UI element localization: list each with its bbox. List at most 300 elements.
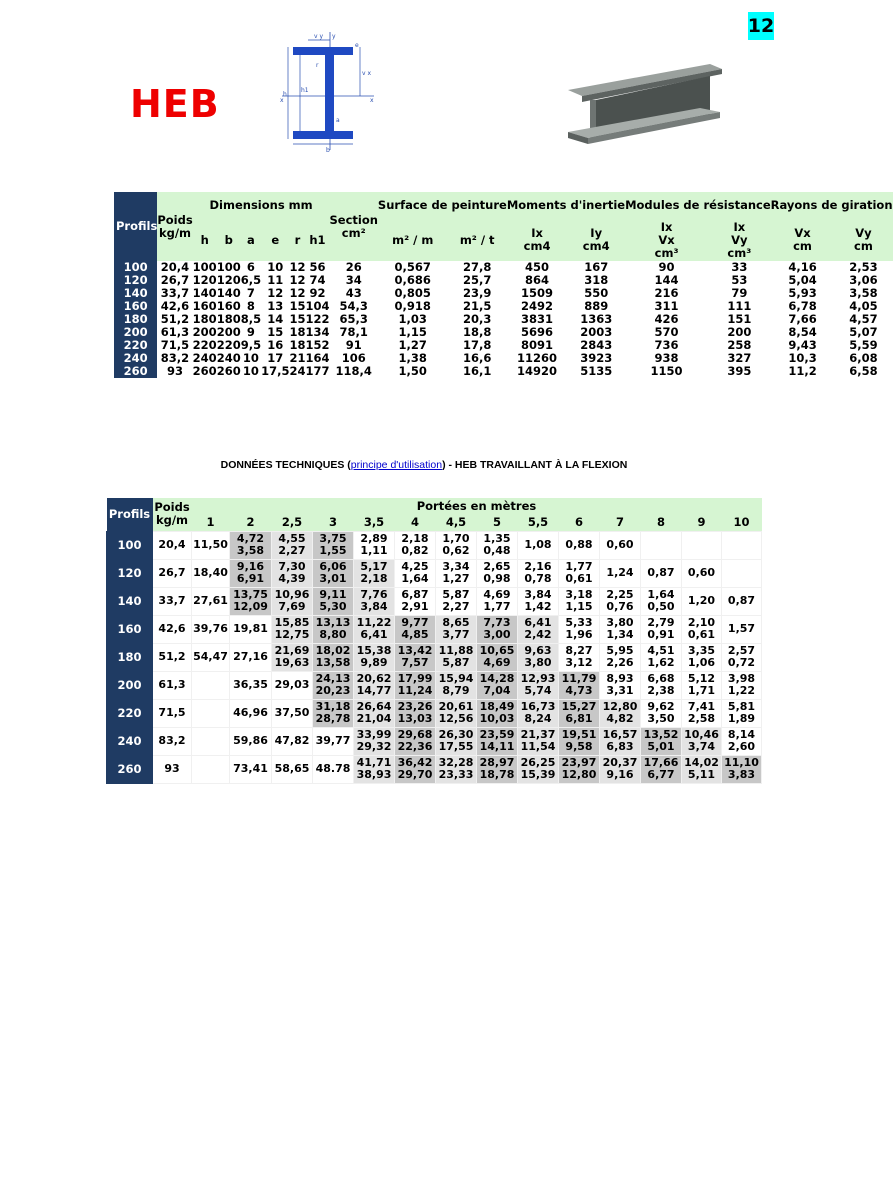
load-value-1: 39,76	[193, 622, 228, 635]
value-cell: 200	[192, 325, 217, 339]
load-value-2: 4,69	[483, 656, 511, 669]
load-value-1: 10,65	[479, 644, 515, 657]
weight-cell: 93	[153, 755, 192, 783]
load-cell	[272, 699, 313, 727]
load-value-1: 11,22	[356, 616, 392, 629]
label-h1: h1	[301, 87, 309, 94]
load-value-1: 21,69	[274, 644, 310, 657]
load-cell	[272, 755, 313, 783]
load-cell	[192, 671, 230, 699]
load-value-1: 41,71	[356, 756, 392, 769]
load-value-1: 5,17	[360, 560, 388, 573]
value-cell: 12	[289, 286, 306, 300]
value-cell: 5,04	[788, 273, 817, 287]
load-cell	[477, 531, 518, 559]
profile-cell: 200	[107, 671, 153, 699]
value-cell: 120	[216, 273, 241, 287]
load-value-1: 6,06	[319, 560, 347, 573]
load-value-1: 29,68	[397, 728, 433, 741]
table-row	[107, 671, 762, 699]
load-cell	[477, 587, 518, 615]
load-cell	[192, 531, 230, 559]
value-cell: 160	[216, 299, 241, 313]
load-cell	[722, 727, 762, 755]
table-row	[107, 727, 762, 755]
load-value-1: 10,46	[684, 728, 719, 741]
load-value-2: 6,41	[360, 628, 388, 641]
load-value-2: 2,38	[647, 684, 675, 697]
load-value-1: 5,95	[606, 644, 634, 657]
load-value-2: 2,60	[727, 740, 756, 753]
load-cell	[436, 671, 477, 699]
load-value-1: 19,51	[561, 728, 597, 741]
load-cell	[600, 671, 641, 699]
load-value-2: 2,27	[442, 600, 470, 613]
value-cell: 6,5	[240, 273, 262, 287]
load-value-2: 6,83	[606, 740, 634, 753]
span-header: 3,5	[354, 515, 395, 531]
load-value-1: 29,03	[274, 678, 310, 691]
load-cell	[230, 643, 272, 671]
span-header: 2	[230, 515, 272, 531]
load-value-2: 7,04	[483, 684, 511, 697]
load-cell	[518, 587, 559, 615]
load-value-1: 0,60	[687, 566, 716, 579]
load-value-2: 1,06	[687, 656, 716, 669]
value-cell: 24	[289, 364, 306, 378]
value-cell: 8,5	[240, 312, 262, 326]
load-value-2: 0,72	[727, 656, 756, 669]
load-cell	[722, 615, 762, 643]
load-value-1: 2,16	[524, 560, 552, 573]
value-cell: 426	[654, 312, 679, 326]
value-cell: 5696	[521, 325, 554, 339]
value-cell: 0,805	[394, 286, 431, 300]
value-cell: 12	[267, 286, 284, 300]
load-cell	[192, 699, 230, 727]
value-cell: 20,3	[462, 312, 492, 326]
load-value-2: 11,24	[397, 684, 433, 697]
load-value-1: 3,80	[606, 616, 634, 629]
value-cell: 1,50	[398, 364, 427, 378]
value-cell: 6,08	[849, 351, 878, 365]
col-a: a	[241, 219, 261, 261]
load-cell	[641, 559, 682, 587]
load-value-2: 1,77	[483, 600, 511, 613]
value-cell: 42,6	[160, 299, 190, 313]
profile-cell: 240	[107, 727, 153, 755]
weight-cell: 26,7	[153, 559, 192, 587]
value-cell: 177	[305, 364, 330, 378]
value-cell: 6,58	[849, 364, 878, 378]
load-cell	[600, 559, 641, 587]
load-cell	[722, 643, 762, 671]
load-cell	[682, 559, 722, 587]
load-cell	[272, 643, 313, 671]
load-value-1: 20,62	[356, 672, 392, 685]
load-value-2: 0,61	[565, 572, 593, 585]
load-value-2: 4,85	[401, 628, 429, 641]
load-cell	[313, 587, 354, 615]
value-cell: 0,567	[394, 260, 431, 274]
load-cell	[518, 699, 559, 727]
profile-cell: 220	[107, 699, 153, 727]
load-cell	[559, 531, 600, 559]
load-value-1: 24,13	[315, 672, 351, 685]
value-cell: 10	[242, 351, 259, 365]
load-cell	[395, 643, 436, 671]
load-value-2: 23,33	[438, 768, 474, 781]
load-value-2: 12,75	[274, 628, 310, 641]
load-value-2: 1,42	[524, 600, 552, 613]
load-value-1: 33,99	[356, 728, 392, 741]
load-value-1: 6,87	[401, 588, 429, 601]
load-value-1: 5,87	[442, 588, 470, 601]
value-cell: 26,7	[160, 273, 190, 287]
load-value-1: 23,97	[561, 756, 597, 769]
load-value-2: 2,42	[524, 628, 552, 641]
load-cell	[272, 559, 313, 587]
label-b: b	[326, 147, 330, 154]
load-cell	[559, 699, 600, 727]
load-value-1: 14,28	[479, 672, 515, 685]
load-value-1: 9,11	[319, 588, 347, 601]
load-value-1: 1,08	[524, 538, 552, 551]
load-cell	[722, 671, 762, 699]
load-cell	[477, 671, 518, 699]
value-cell: 93	[166, 364, 183, 378]
flexion-caption	[0, 459, 848, 471]
caption-suffix: ) - HEB TRAVAILLANT À LA FLEXION	[442, 459, 628, 471]
load-value-1: 18,49	[479, 700, 515, 713]
load-cell	[682, 727, 722, 755]
value-cell: 2,53	[849, 260, 878, 274]
profile-cell: 120	[107, 559, 153, 587]
value-cell: 100	[192, 260, 217, 274]
load-value-2: 38,93	[356, 768, 392, 781]
usage-principle-link[interactable]: principe d'utilisation	[350, 459, 443, 471]
load-value-2: 4,82	[606, 712, 634, 725]
value-cell: 23,9	[462, 286, 492, 300]
load-value-1: 10,96	[274, 588, 310, 601]
value-cell: 111	[727, 299, 752, 313]
value-cell: 450	[525, 260, 550, 274]
col-dimensions: Dimensions mm	[193, 192, 330, 219]
load-cell	[395, 699, 436, 727]
load-value-2: 3,50	[647, 712, 675, 725]
value-cell: 14920	[517, 364, 558, 378]
load-value-2: 12,80	[561, 768, 597, 781]
value-cell: 11,2	[788, 364, 817, 378]
value-cell: 570	[654, 325, 679, 339]
value-cell: 167	[584, 260, 609, 274]
load-cell	[272, 615, 313, 643]
value-cell: 144	[654, 273, 679, 287]
load-value-1: 4,25	[401, 560, 429, 573]
load-value-2: 15,39	[520, 768, 556, 781]
value-cell: 1509	[521, 286, 554, 300]
load-value-1: 3,34	[442, 560, 470, 573]
load-cell	[313, 531, 354, 559]
load-cell	[354, 755, 395, 783]
load-value-2: 1,27	[442, 572, 470, 585]
load-value-1: 2,79	[647, 616, 675, 629]
load-cell	[641, 531, 682, 559]
value-cell: 17	[267, 351, 284, 365]
load-value-2: 13,03	[397, 712, 433, 725]
load-cell	[230, 559, 272, 587]
value-cell: 889	[584, 299, 609, 313]
value-cell: 20,4	[160, 260, 190, 274]
load-value-2: 0,62	[442, 544, 470, 557]
value-cell: 7,66	[788, 312, 817, 326]
value-cell: 240	[216, 351, 241, 365]
load-value-2: 6,81	[565, 712, 593, 725]
load-cell	[313, 699, 354, 727]
load-value-1: 4,72	[236, 532, 265, 545]
load-value-1: 9,16	[236, 560, 265, 573]
col-h: h	[193, 219, 217, 261]
value-cell: 4,05	[849, 299, 878, 313]
weight-cell: 42,6	[153, 615, 192, 643]
load-value-2: 0,48	[483, 544, 511, 557]
value-cell: 100	[216, 260, 241, 274]
load-cell	[313, 643, 354, 671]
value-cell: 18,8	[462, 325, 492, 339]
profile-cell: 100	[107, 531, 153, 559]
load-cell	[272, 671, 313, 699]
load-cell	[559, 671, 600, 699]
load-value-1: 1,64	[647, 588, 675, 601]
value-cell: 5,93	[788, 286, 817, 300]
load-value-1: 3,35	[687, 644, 716, 657]
load-cell	[682, 671, 722, 699]
value-cell: 10,3	[788, 351, 817, 365]
load-cell	[722, 699, 762, 727]
load-value-2: 28,78	[315, 712, 351, 725]
load-value-1: 27,61	[193, 594, 228, 607]
load-value-1: 28,97	[479, 756, 515, 769]
value-cell: 3831	[521, 312, 554, 326]
load-value-2: 9,58	[565, 740, 593, 753]
page-number: 12	[748, 12, 774, 40]
value-cell: 71,5	[160, 338, 190, 352]
load-cell	[518, 559, 559, 587]
value-cell: 10	[242, 364, 259, 378]
load-cell	[641, 643, 682, 671]
load-value-2: 3,58	[236, 544, 265, 557]
value-cell: 4,57	[849, 312, 878, 326]
value-cell: 18	[289, 325, 306, 339]
value-cell: 311	[654, 299, 679, 313]
profile-cell: 120	[114, 274, 157, 287]
load-cell	[192, 559, 230, 587]
load-cell	[682, 643, 722, 671]
value-cell: 61,3	[160, 325, 190, 339]
value-cell: 6	[246, 260, 255, 274]
load-value-2: 2,18	[360, 572, 388, 585]
load-value-1: 46,96	[233, 706, 268, 719]
load-cell	[641, 727, 682, 755]
value-cell: 11260	[517, 351, 558, 365]
load-cell	[354, 587, 395, 615]
load-value-1: 0,88	[565, 538, 593, 551]
load-cell	[518, 727, 559, 755]
load-cell	[354, 699, 395, 727]
load-value-1: 3,98	[727, 672, 756, 685]
value-cell: 258	[727, 338, 752, 352]
load-value-2: 3,83	[727, 768, 756, 781]
value-cell: 7	[246, 286, 255, 300]
section-diagram	[278, 30, 378, 155]
value-cell: 2003	[580, 325, 613, 339]
load-value-1: 23,59	[479, 728, 515, 741]
load-value-2: 14,77	[356, 684, 392, 697]
load-cell	[395, 587, 436, 615]
load-value-1: 73,41	[233, 762, 268, 775]
value-cell: 16	[267, 338, 284, 352]
value-cell: 550	[584, 286, 609, 300]
value-cell: 14	[267, 312, 284, 326]
span-header: 4	[395, 515, 436, 531]
load-value-2: 0,82	[401, 544, 429, 557]
profile-cell: 180	[114, 313, 157, 326]
load-value-1: 7,73	[483, 616, 511, 629]
table-row	[114, 365, 893, 378]
load-value-1: 18,40	[193, 566, 228, 579]
load-cell	[272, 531, 313, 559]
load-value-2: 3,74	[687, 740, 716, 753]
col-moments: Moments d'inertie	[507, 192, 625, 219]
value-cell: 17,8	[462, 338, 492, 352]
load-value-2: 0,91	[647, 628, 675, 641]
value-cell: 1,03	[398, 312, 427, 326]
load-value-1: 26,30	[438, 728, 474, 741]
value-cell: 21,5	[462, 299, 492, 313]
load-value-1: 20,37	[602, 756, 638, 769]
load-cell	[395, 755, 436, 783]
col-b: b	[217, 219, 241, 261]
load-cell	[436, 587, 477, 615]
load-value-1: 1,77	[565, 560, 593, 573]
load-value-2: 1,64	[401, 572, 429, 585]
load-cell	[477, 643, 518, 671]
span-header: 5,5	[518, 515, 559, 531]
value-cell: 736	[654, 338, 679, 352]
load-cell	[192, 755, 230, 783]
col-m2m: m² / m	[378, 219, 448, 261]
flex-col-profils: Profils	[107, 498, 153, 531]
load-cell	[192, 643, 230, 671]
load-value-1: 6,41	[524, 616, 552, 629]
label-r: r	[316, 62, 319, 69]
span-header: 2,5	[272, 515, 313, 531]
flexion-table-body	[107, 531, 762, 783]
load-value-2: 13,58	[315, 656, 351, 669]
span-header: 1	[192, 515, 230, 531]
load-cell	[518, 531, 559, 559]
value-cell: 260	[216, 364, 241, 378]
value-cell: 92	[309, 286, 326, 300]
caption-prefix: DONNÉES TECHNIQUES (	[220, 459, 351, 471]
load-cell	[682, 699, 722, 727]
load-value-1: 13,75	[233, 588, 268, 601]
col-e: e	[261, 219, 289, 261]
value-cell: 34	[345, 273, 362, 287]
load-cell	[436, 559, 477, 587]
load-value-1: 4,55	[278, 532, 306, 545]
load-cell	[395, 531, 436, 559]
value-cell: 12	[289, 273, 306, 287]
weight-cell: 61,3	[153, 671, 192, 699]
load-cell	[230, 699, 272, 727]
load-cell	[641, 699, 682, 727]
load-value-1: 8,14	[727, 728, 756, 741]
value-cell: 216	[654, 286, 679, 300]
value-cell: 220	[192, 338, 217, 352]
load-value-2: 7,57	[401, 656, 429, 669]
value-cell: 118,4	[335, 364, 372, 378]
value-cell: 240	[192, 351, 217, 365]
load-value-1: 26,25	[520, 756, 556, 769]
load-value-1: 4,69	[483, 588, 511, 601]
profile-cell: 160	[107, 615, 153, 643]
load-value-2: 1,89	[727, 712, 756, 725]
col-m2t: m² / t	[448, 219, 507, 261]
load-value-2: 3,84	[360, 600, 388, 613]
load-value-1: 7,41	[687, 700, 716, 713]
value-cell: 54,3	[339, 299, 368, 313]
load-value-2: 22,36	[397, 740, 433, 753]
value-cell: 2843	[580, 338, 613, 352]
load-value-1: 7,76	[360, 588, 388, 601]
load-value-2: 7,69	[278, 600, 306, 613]
load-cell	[600, 727, 641, 755]
value-cell: 5,07	[849, 325, 878, 339]
load-value-1: 4,51	[647, 644, 675, 657]
load-value-1: 17,66	[643, 756, 679, 769]
load-value-2: 19,63	[274, 656, 310, 669]
load-value-1: 54,47	[193, 650, 228, 663]
value-cell: 21	[289, 351, 306, 365]
load-cell	[477, 559, 518, 587]
load-cell	[722, 531, 762, 559]
load-cell	[436, 615, 477, 643]
span-header: 5	[477, 515, 518, 531]
load-value-1: 2,65	[483, 560, 511, 573]
load-value-2: 3,00	[483, 628, 511, 641]
load-cell	[559, 587, 600, 615]
load-value-2: 1,96	[565, 628, 593, 641]
load-value-1: 2,25	[606, 588, 634, 601]
dimensions-table	[114, 192, 893, 378]
value-cell: 200	[216, 325, 241, 339]
value-cell: 120	[192, 273, 217, 287]
weight-cell: 51,2	[153, 643, 192, 671]
profile-cell: 140	[107, 587, 153, 615]
load-cell	[230, 671, 272, 699]
value-cell: 33,7	[160, 286, 190, 300]
load-cell	[354, 531, 395, 559]
value-cell: 10	[267, 260, 284, 274]
value-cell: 18	[289, 338, 306, 352]
value-cell: 106	[341, 351, 366, 365]
load-value-1: 9,63	[524, 644, 552, 657]
load-value-1: 37,50	[274, 706, 310, 719]
load-cell	[436, 643, 477, 671]
load-value-1: 12,80	[602, 700, 638, 713]
load-cell	[518, 615, 559, 643]
